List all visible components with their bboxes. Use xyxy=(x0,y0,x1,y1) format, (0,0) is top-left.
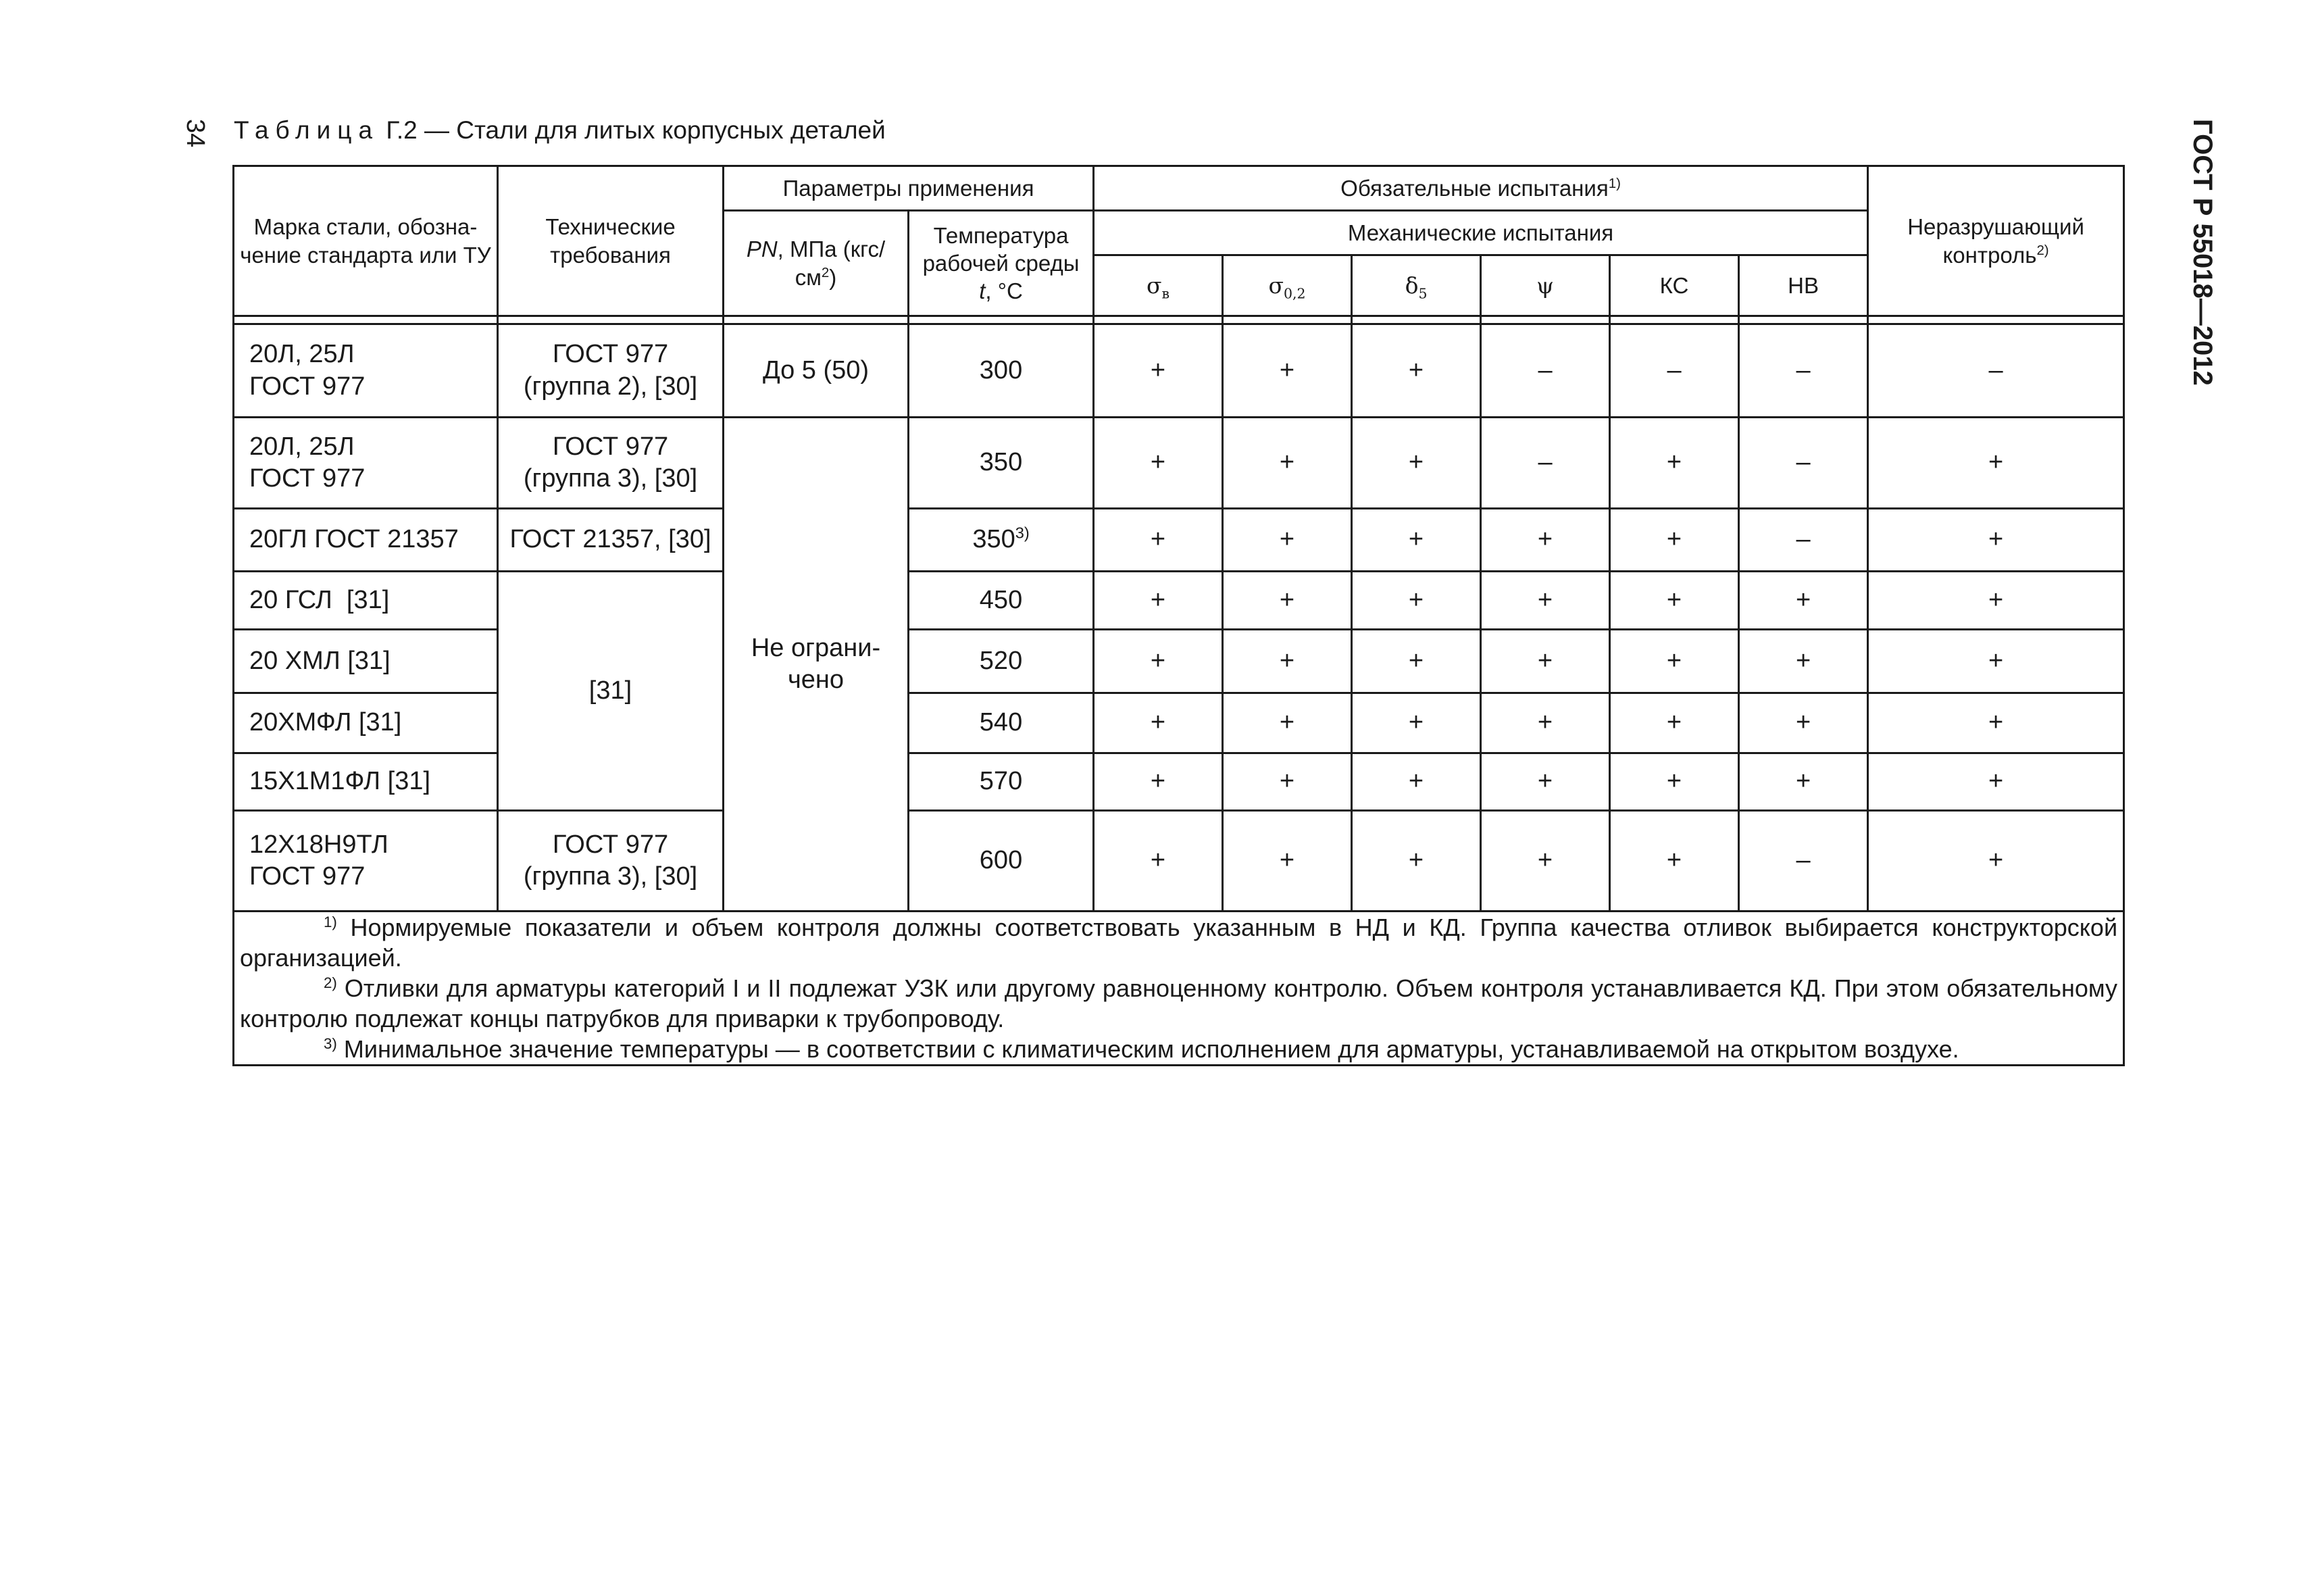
cell-delta-5: + xyxy=(1352,753,1481,811)
cell-ks: + xyxy=(1610,811,1739,912)
header-ndt-footnote: 2) xyxy=(2036,242,2049,258)
header-mech: Механические испытания xyxy=(1094,211,1868,255)
cell-mark: 20Л, 25Л ГОСТ 977 xyxy=(234,324,498,418)
cell-tech: ГОСТ 977 (группа 3), [30] xyxy=(498,811,724,912)
cell-tech-31: [31] xyxy=(498,572,724,811)
cell-sigma-b: + xyxy=(1094,630,1223,693)
header-ndt xyxy=(1868,166,2124,316)
header-psi: ψ xyxy=(1481,255,1610,316)
cell-delta-5: + xyxy=(1352,630,1481,693)
cell-psi: – xyxy=(1481,418,1610,509)
cell-temp: 540 xyxy=(909,693,1094,753)
cell-sigma-b: + xyxy=(1094,572,1223,630)
header-ks: КС xyxy=(1610,255,1739,316)
cell-sigma-b: + xyxy=(1094,693,1223,753)
header-temp xyxy=(909,211,1094,316)
header-pn-units: , МПа (кгс/см xyxy=(777,236,886,290)
cell-hb: – xyxy=(1739,324,1868,418)
table-caption xyxy=(234,116,886,145)
cell-hb: + xyxy=(1739,572,1868,630)
table-row xyxy=(234,324,2124,418)
cell-temp: 600 xyxy=(909,811,1094,912)
cell-delta-5: + xyxy=(1352,693,1481,753)
cell-ks: + xyxy=(1610,753,1739,811)
cell-delta-5: + xyxy=(1352,572,1481,630)
footnote-1: $^{1)}$ Нормируемые показатели и объем контроля должны соответствовать указанным в НД и КД. Группа качества отливок выбирается конструкторской организацией. xyxy=(240,914,2118,972)
cell-ndt: + xyxy=(1868,509,2124,572)
header-sigma-b: $\sigma_в$ xyxy=(1094,255,1223,316)
cell-ndt: + xyxy=(1868,630,2124,693)
cell-mark: 20 ГСЛ [31] xyxy=(234,572,498,630)
header-delta-5: $\delta_5$ xyxy=(1352,255,1481,316)
header-tests-footnote: 1) xyxy=(1608,175,1621,191)
table-row xyxy=(234,811,2124,912)
cell-mark: 15Х1М1ФЛ [31] xyxy=(234,753,498,811)
cell-hb: – xyxy=(1739,811,1868,912)
cell-tech: ГОСТ 21357, [30] xyxy=(498,509,724,572)
cell-psi: + xyxy=(1481,509,1610,572)
footnotes-row xyxy=(234,912,2124,1066)
cell-sigma-b: + xyxy=(1094,418,1223,509)
header-mark: Марка стали, обозна-чение стандарта или ТУ xyxy=(234,166,498,316)
header-sigma-02: $\sigma_{0,2}$ xyxy=(1223,255,1352,316)
cell-ndt: + xyxy=(1868,811,2124,912)
cell-mark: 20ГЛ ГОСТ 21357 xyxy=(234,509,498,572)
cell-temp: 520 xyxy=(909,630,1094,693)
header-separator xyxy=(234,316,2124,324)
cell-temp: 450 xyxy=(909,572,1094,630)
cell-sigma-b: + xyxy=(1094,509,1223,572)
cell-psi: + xyxy=(1481,693,1610,753)
cell-delta-5: + xyxy=(1352,418,1481,509)
cell-ndt: + xyxy=(1868,693,2124,753)
cell-hb: – xyxy=(1739,418,1868,509)
cell-ks: + xyxy=(1610,630,1739,693)
table-row xyxy=(234,418,2124,509)
cell-ks: + xyxy=(1610,418,1739,509)
cell-mark: 12Х18Н9ТЛ ГОСТ 977 xyxy=(234,811,498,912)
cell-psi: + xyxy=(1481,630,1610,693)
cell-psi: + xyxy=(1481,572,1610,630)
cell-psi: – xyxy=(1481,324,1610,418)
header-pn-close: ) xyxy=(829,264,837,290)
cell-hb: – xyxy=(1739,509,1868,572)
footnote-3: $^{3)}$ Минимальное значение температуры — в соответствии с климатическим исполнением для арматуры, устанавливаемой на открытом воздухе. xyxy=(324,1035,1959,1063)
cell-ndt: + xyxy=(1868,572,2124,630)
cell-temp: 350 xyxy=(909,418,1094,509)
cell-sigma-02: + xyxy=(1223,572,1352,630)
header-tests xyxy=(1094,166,1868,211)
cell-ks: + xyxy=(1610,509,1739,572)
cell-sigma-02: + xyxy=(1223,811,1352,912)
header-temp-label: Температура рабочей среды xyxy=(922,222,1080,276)
header-params: Параметры применения xyxy=(724,166,1094,211)
cell-ks: + xyxy=(1610,572,1739,630)
footnote-2: $^{2)}$ Отливки для арматуры категорий I и II подлежат УЗК или другому равноценному контролю. Объем контроля устанавливается КД. При этом обязательному контролю подлежат концы патрубков для приварки к трубопроводу. xyxy=(240,974,2118,1032)
cell-sigma-02: + xyxy=(1223,324,1352,418)
steel-table xyxy=(232,165,2125,1066)
header-tech: Технические требования xyxy=(498,166,724,316)
caption-title: Г.2 — Стали для литых корпусных деталей xyxy=(386,116,886,144)
cell-delta-5: + xyxy=(1352,509,1481,572)
cell-sigma-02: + xyxy=(1223,509,1352,572)
cell-temp: 300 xyxy=(909,324,1094,418)
header-temp-units: , °С xyxy=(985,278,1023,304)
document-code: ГОСТ Р 55018—2012 xyxy=(2188,119,2217,386)
cell-sigma-02: + xyxy=(1223,693,1352,753)
header-pn xyxy=(724,211,909,316)
cell-hb: + xyxy=(1739,630,1868,693)
cell-psi: + xyxy=(1481,753,1610,811)
cell-psi: + xyxy=(1481,811,1610,912)
cell-sigma-b: + xyxy=(1094,324,1223,418)
cell-temp: 350$^{3)}$ xyxy=(909,509,1094,572)
header-pn-symbol: PN xyxy=(746,236,778,262)
caption-prefix: Таблица xyxy=(234,116,380,144)
cell-ks: – xyxy=(1610,324,1739,418)
page-number: 34 xyxy=(181,119,209,148)
cell-ndt: – xyxy=(1868,324,2124,418)
header-pn-sup: 2 xyxy=(821,264,830,280)
header-ndt-label: Неразрушающий контроль xyxy=(1907,214,2084,268)
cell-pn: До 5 (50) xyxy=(724,324,909,418)
cell-tech: ГОСТ 977 (группа 2), [30] xyxy=(498,324,724,418)
cell-sigma-b: + xyxy=(1094,811,1223,912)
cell-ks: + xyxy=(1610,693,1739,753)
cell-sigma-02: + xyxy=(1223,753,1352,811)
cell-ndt: + xyxy=(1868,753,2124,811)
cell-mark: 20ХМФЛ [31] xyxy=(234,693,498,753)
cell-hb: + xyxy=(1739,753,1868,811)
cell-hb: + xyxy=(1739,693,1868,753)
cell-sigma-02: + xyxy=(1223,418,1352,509)
header-tests-label: Обязательные испытания xyxy=(1340,175,1609,201)
table-row xyxy=(234,509,2124,572)
cell-mark: 20 ХМЛ [31] xyxy=(234,630,498,693)
table-row xyxy=(234,572,2124,630)
cell-ndt: + xyxy=(1868,418,2124,509)
cell-tech: ГОСТ 977 (группа 3), [30] xyxy=(498,418,724,509)
header-hb: НВ xyxy=(1739,255,1868,316)
cell-delta-5: + xyxy=(1352,811,1481,912)
cell-mark: 20Л, 25Л ГОСТ 977 xyxy=(234,418,498,509)
cell-temp: 570 xyxy=(909,753,1094,811)
cell-sigma-b: + xyxy=(1094,753,1223,811)
footnotes xyxy=(234,912,2124,1066)
header-row-1 xyxy=(234,166,2124,211)
cell-pn-unlimited: Не ограни- чено xyxy=(724,418,909,912)
cell-sigma-02: + xyxy=(1223,630,1352,693)
cell-delta-5: + xyxy=(1352,324,1481,418)
header-temp-symbol: t xyxy=(979,278,986,304)
